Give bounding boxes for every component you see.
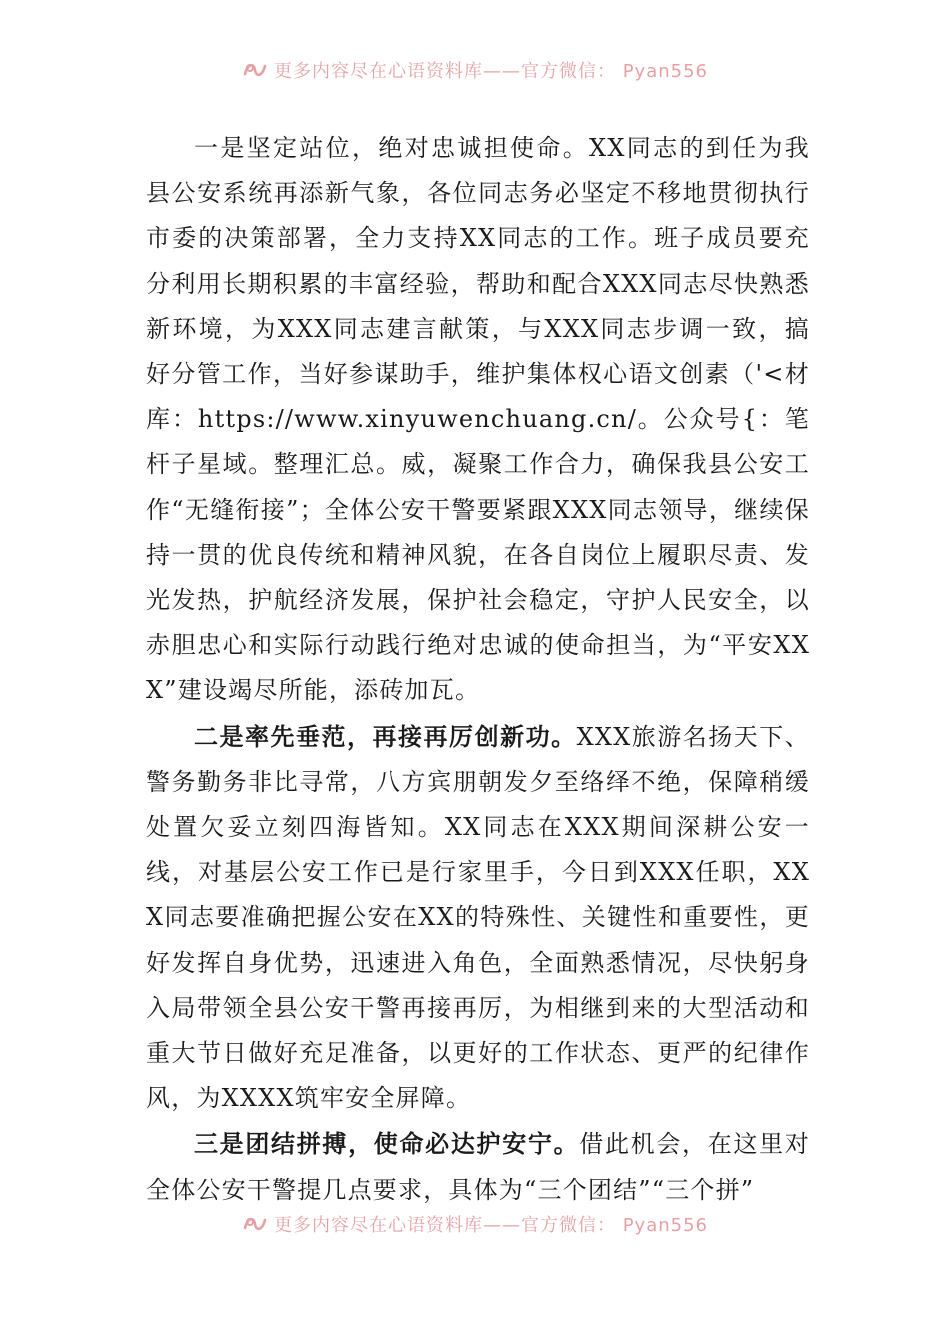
paragraph-3 bbox=[146, 1121, 810, 1212]
paragraph-1-body: 一是坚定站位，绝对忠诚担使命。XX同志的到任为我县公安系统再添新气象，各位同志务必坚定不移地贯彻执行市委的决策部署，全力支持XX同志的工作。班子成员要充分利用长期积累的丰富经验，帮助和配合XXX同志尽快熟悉新环境，为XXX同志建言献策，与XXX同志步调一致，搞好分管工作，当好参谋助手，维护集体权心语文创素（'<材库：https://www.xinyuwenchuang.cn/。公众号{：笔杆子星域。整理汇总。威，凝聚工作合力，确保我县公安工作“无缝衔接”；全体公安干警要紧跟XXX同志领导，继续保持一贯的优良传统和精神风貌，在各自岗位上履职尽责、发光发热，护航经济发展，保护社会稳定，守护人民安全，以赤胆忠心和实际行动践行绝对忠诚的使命担当，为“平安XXX”建设竭尽所能，添砖加瓦。 bbox=[146, 134, 810, 705]
watermark-logo-icon bbox=[242, 1214, 268, 1234]
watermark-logo-icon bbox=[242, 60, 268, 80]
watermark-footer bbox=[0, 1212, 950, 1236]
paragraph-2-lead: 二是率先垂范，再接再厉创新功。 bbox=[194, 721, 577, 751]
document-body bbox=[146, 125, 810, 1213]
paragraph-2-body: XXX旅游名扬天下、警务勤务非比寻常，八方宾朋朝发夕至络绎不绝，保障稍缓处置欠妥立刻四海皆知。XX同志在XXX期间深耕公安一线，对基层公安工作已是行家里手，今日到XXX任职，XXX同志要准确把握公安在XX的特殊性、关键性和重要性，更好发挥自身优势，迅速进入角色，全面熟悉情况，尽快躬身入局带领全县公安干警再接再厉，为相继到来的大型活动和重大节日做好充足准备，以更好的工作状态、更严的纪律作风，为XXXX筑牢安全屏障。 bbox=[146, 722, 810, 1113]
paragraph-3-lead: 三是团结拼搏，使命必达护安宁。 bbox=[194, 1129, 580, 1159]
paragraph-2 bbox=[146, 714, 810, 1122]
paragraph-3-body: 借此机会，在这里对全体公安干警提几点要求，具体为“三个团结”“三个拼” bbox=[146, 1130, 810, 1204]
watermark-text: 更多内容尽在心语资料库——官方微信： Pyan556 bbox=[273, 1215, 709, 1236]
watermark-text: 更多内容尽在心语资料库——官方微信： Pyan556 bbox=[273, 61, 709, 82]
watermark-header bbox=[0, 58, 950, 82]
paragraph-1 bbox=[146, 125, 810, 714]
